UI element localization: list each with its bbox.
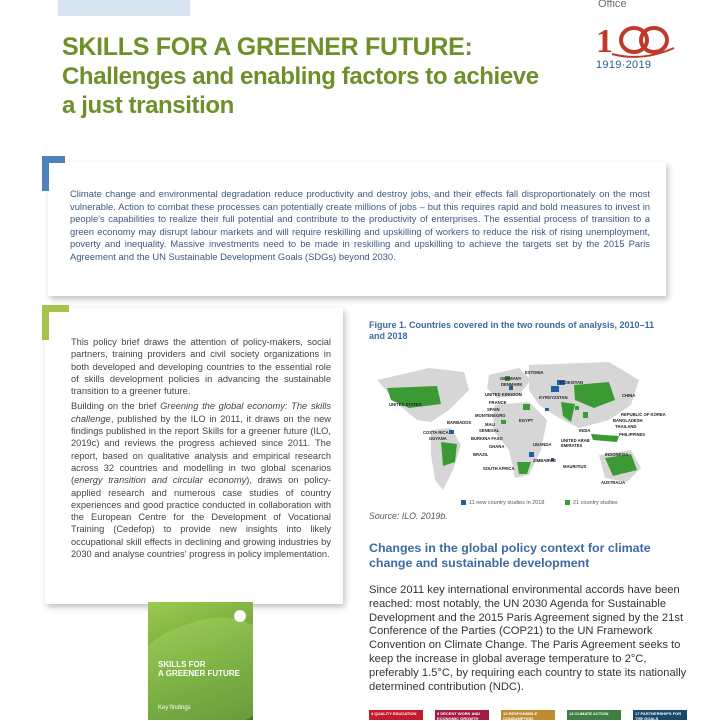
section-body: Since 2011 key international environmental accords have been reached: most notably, the UN 2030 Agenda for Sustainable Development and the 2015 Paris Agreement signed by the 21st Conference of the Parties (COP21) to the UN Framework Convention on Climate Change. The Paris Agreement seeks to keep the increase in global average temperature to 2°C, preferably 1.5°C, by requiring each country to state its nationally determined contribution (NDC). [369, 584, 687, 693]
report-cover-image [148, 602, 253, 720]
label-tajikistan: TAJIKISTAN [559, 380, 584, 385]
title-line-2: Challenges and enabling factors to achieve [62, 63, 539, 90]
label-uk: UNITED KINGDOM [485, 392, 522, 397]
green-corner-accent [42, 305, 69, 340]
world-map-figure [369, 350, 666, 510]
country-zimbabwe [529, 452, 534, 457]
ilo-logo-icon [234, 610, 246, 622]
brief-paragraph-1: This policy brief draws the attention of policy-makers, social partners, training providers and civil society organizations in both developed and developing countries to the essential role of skills development policies in advancing the sustainable transition to a greener future. [71, 337, 331, 397]
label-ghana: GHANA [489, 444, 505, 449]
label-brazil: BRAZIL [473, 452, 489, 457]
label-mauritius: MAURITIUS [563, 464, 587, 469]
legend-old-studies: 21 country studies [565, 500, 618, 506]
label-barbados: BARBADOS [447, 420, 472, 425]
label-burkina-faso: BURKINA FASO [471, 436, 503, 441]
sdg-tile-12: 12 RESPONSIBLE CONSUMPTION [501, 710, 555, 720]
sdg-tile-4: 4 QUALITY EDUCATION [369, 710, 423, 720]
years-label: 1919·2019 [596, 59, 652, 71]
legend-new-studies: 11 new country studies in 2018 [461, 500, 544, 506]
sdg-tiles-row [369, 710, 699, 720]
country-guyana [449, 430, 454, 434]
label-guyana: GUYANA [429, 436, 447, 441]
brief-paragraph-2: Building on the brief Greening the global economy: The skills challenge, published by the ILO in 2011, it draws on the new findings published in the report Skills for a greener future (ILO, 2019c) and reviews the progress achieved since 2011. The report, based on qualitative analysis and empirical research across 32 countries and modelling in two global scenarios (energy transition and circular economy), draws on policy-applied research and numerous case studies of country experiences and good practice conducted in collaboration with the European Centre for the Development of Vocational Training (Cedefop) to provide new insights into likely occupational skill effects in declining and growing industries by 2030 and analyse countries' progress in policy implementation. [71, 401, 331, 560]
label-thailand: THAILAND [615, 424, 637, 429]
legend-swatch-new [461, 500, 466, 505]
label-zimbabwe: ZIMBABWE [533, 458, 557, 463]
legend-swatch-old [565, 500, 570, 505]
label-indonesia: INDONESIA [605, 452, 629, 457]
label-china: CHINA [622, 393, 636, 398]
label-spain: SPAIN [487, 407, 500, 412]
section-heading: Changes in the global policy context for climate change and sustainable development [369, 541, 651, 570]
label-egypt: EGYPT [519, 418, 534, 423]
label-korea: REPUBLIC OF KOREA [621, 412, 666, 417]
figure-source: Source: ILO. 2019b. [369, 511, 448, 521]
page-title [62, 32, 622, 120]
figure-caption: Figure 1. Countries covered in the two rounds of analysis, 2010–11 and 2018 [369, 320, 655, 341]
country-tajikistan [551, 386, 559, 392]
label-uae: UNITED ARAB EMIRATES [561, 438, 590, 448]
intro-box [48, 162, 666, 296]
country-indonesia [591, 434, 619, 442]
label-germany: GERMANY [500, 376, 522, 381]
label-france: FRANCE [489, 400, 507, 405]
office-label: Office [598, 0, 627, 10]
cover-subtitle: Key findings [158, 705, 191, 711]
label-estonia: ESTONIA [525, 370, 544, 375]
sdg-tile-17: 17 PARTNERSHIPS FOR THE GOALS [633, 710, 687, 720]
country-bangladesh [575, 406, 579, 410]
label-bangladesh: BANGLADESH [613, 418, 643, 423]
title-line-3: a just transition [62, 92, 234, 119]
label-united-states: UNITED STATES [389, 402, 422, 407]
country-burkina-faso [501, 420, 506, 424]
svg-text:1: 1 [596, 23, 613, 60]
title-line-1: SKILLS FOR A GREENER FUTURE: [62, 33, 473, 61]
label-costa-rica: COSTA RICA [423, 430, 449, 435]
country-egypt [523, 404, 530, 410]
label-kyrgyzstan: KYRGYZSTAN [539, 395, 568, 400]
intro-text: Climate change and environmental degradation reduce productivity and destroy jobs, and their effects fall disproportionately on the most vulnerable. Action to combat these processes can potentially create millions of jobs – but this requires rapid and bold measures to invest in people's capabilities to realize their full potential and contribute to the productivity of enterprises. The essential process of transition to a green economy may disrupt labour markets and will require reskilling and upskilling of workers to reduce the risk of rising unemployment, poverty and inequality. Massive investments need to be made in reskilling and upskilling to achieve the targets set by the 2015 Paris Agreement and the UN Sustainable Development Goals (SDGs) beyond 2030. [70, 188, 650, 262]
label-uganda: UGANDA [533, 442, 552, 447]
cover-title: SKILLS FOR A GREENER FUTURE [158, 660, 240, 678]
policy-brief-box [45, 308, 343, 604]
label-australia: AUSTRALIA [601, 480, 626, 485]
label-philippines: PHILIPPINES [619, 432, 646, 437]
country-uae [545, 408, 549, 411]
header-decor-box [58, 0, 190, 16]
sdg-tile-13: 13 CLIMATE ACTION [567, 710, 621, 720]
sdg-tile-8: 8 DECENT WORK AND ECONOMIC GROWTH [435, 710, 489, 720]
label-denmark: DENMARK [501, 382, 523, 387]
blue-corner-accent [42, 156, 65, 191]
country-thailand [583, 412, 588, 418]
label-senegal: SENEGAL [479, 428, 500, 433]
label-montenegro: MONTENEGRO [475, 413, 506, 418]
label-india: INDIA [579, 428, 591, 433]
label-south-africa: SOUTH AFRICA [483, 466, 515, 471]
label-mali: MALI [485, 422, 496, 427]
